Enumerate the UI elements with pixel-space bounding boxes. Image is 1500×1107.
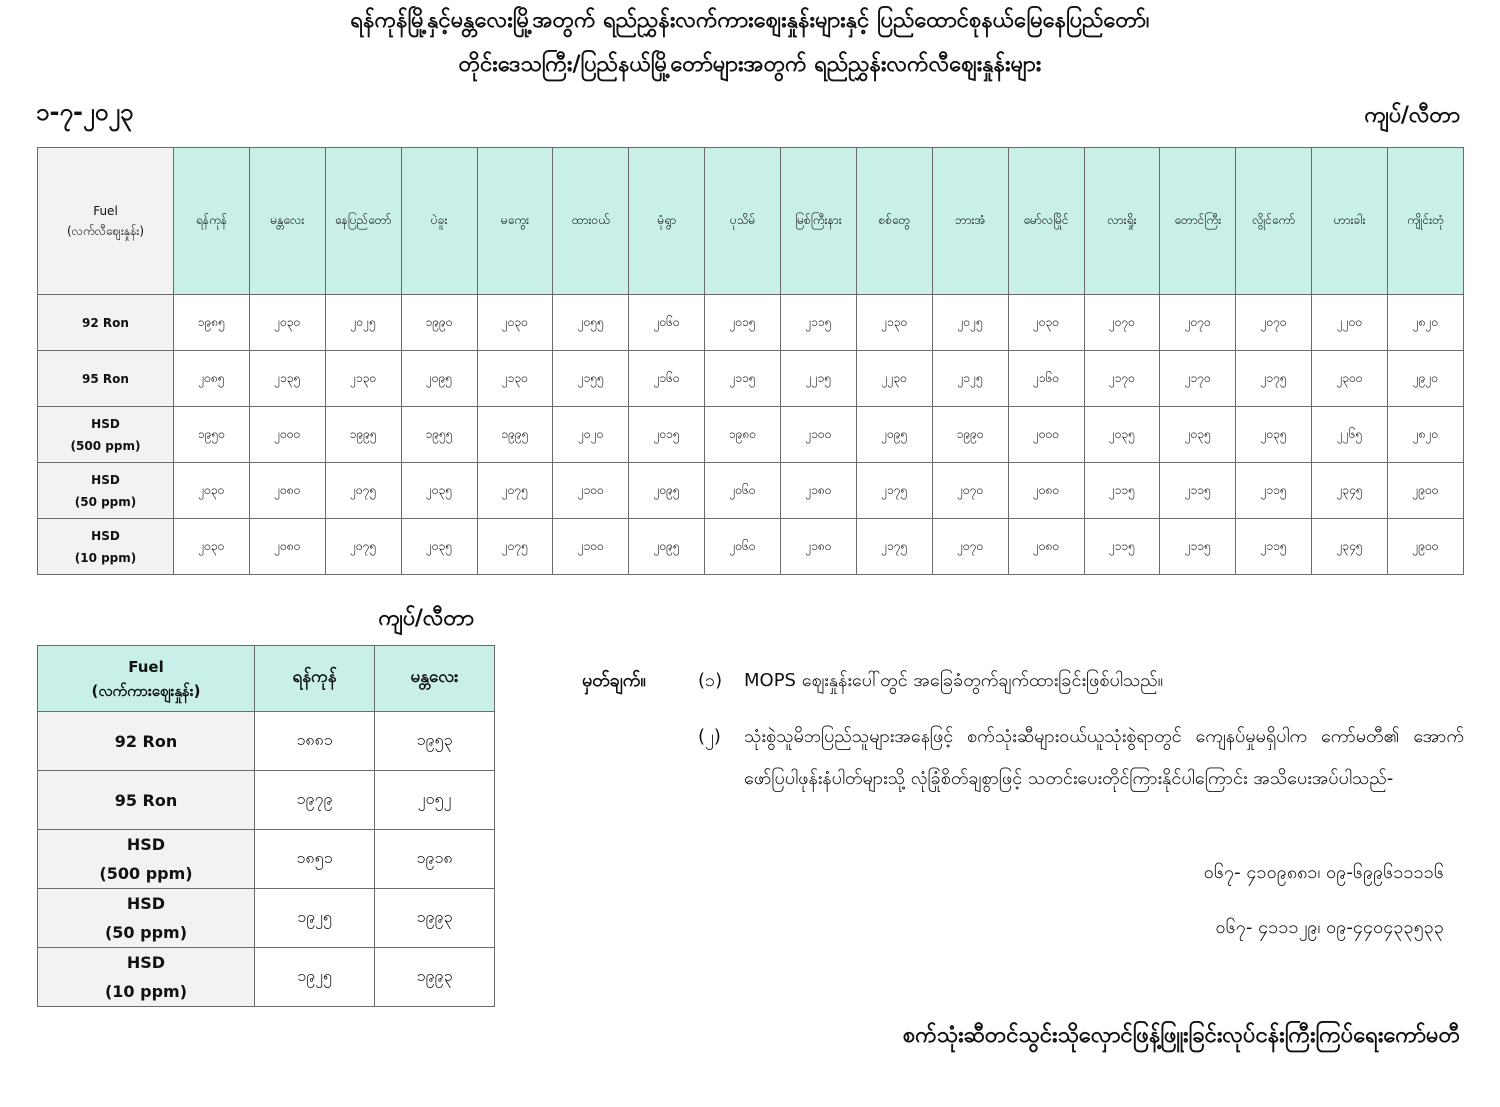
price-cell: ၂၁၁၅ xyxy=(1236,463,1312,519)
table-row xyxy=(38,948,495,1007)
price-cell: ၂၉၂၀ xyxy=(1388,351,1464,407)
price-cell: ၂၁၁၅ xyxy=(1236,519,1312,575)
table-row xyxy=(38,712,495,771)
price-cell: ၁၉၉၅ xyxy=(325,407,401,463)
table-row xyxy=(38,771,495,830)
fuel-header xyxy=(38,148,174,295)
price-cell: ၂၀၇၀ xyxy=(1236,295,1312,351)
fuel-type-name: HSD xyxy=(91,528,120,543)
price-cell: ၂၀၃၀ xyxy=(1008,295,1084,351)
unit-label-wholesale: ကျပ်/လီတာ xyxy=(378,606,474,631)
price-cell: ၂၁၁၅ xyxy=(705,351,781,407)
price-cell: ၂၁၃၅ xyxy=(249,351,325,407)
fuel-type-cell xyxy=(38,463,174,519)
note-2-number: (၂) xyxy=(698,726,721,747)
city-header: ကျိုင်းတုံ xyxy=(1388,148,1464,295)
fuel-type-cell xyxy=(38,830,255,889)
price-cell: ၂၂၆၅ xyxy=(1312,407,1388,463)
price-cell: ၂၀၂၅ xyxy=(325,295,401,351)
price-cell: ၂၀၃၅ xyxy=(1236,407,1312,463)
price-cell: ၂၀၁၅ xyxy=(629,407,705,463)
price-cell: ၂၁၂၅ xyxy=(932,351,1008,407)
price-cell: ၁၉၅၀ xyxy=(174,407,250,463)
price-cell: ၂၁၈၀ xyxy=(781,463,857,519)
table-row xyxy=(38,463,1464,519)
price-cell: ၂၀၆၀ xyxy=(705,463,781,519)
price-cell: ၁၈၅၁ xyxy=(255,830,375,889)
price-cell: ၂၁၈၀ xyxy=(781,519,857,575)
city-header: မော်လမြိုင် xyxy=(1008,148,1084,295)
city-header: မုံရွာ xyxy=(629,148,705,295)
table-row xyxy=(38,519,1464,575)
price-cell: ၂၃၄၅ xyxy=(1312,519,1388,575)
price-cell: ၂၀၈၀ xyxy=(249,519,325,575)
city-header: လားရှိုး xyxy=(1084,148,1160,295)
price-cell: ၂၀၅၅ xyxy=(553,295,629,351)
price-cell: ၂၁၁၅ xyxy=(1084,519,1160,575)
price-cell: ၂၀၇၀ xyxy=(1084,295,1160,351)
fuel-header-line1: Fuel xyxy=(93,204,118,218)
price-cell: ၁၉၉၅ xyxy=(477,407,553,463)
price-cell: ၂၁၁၅ xyxy=(1084,463,1160,519)
fuel-type-name: HSD xyxy=(91,416,120,431)
city-header: ရန်ကုန် xyxy=(174,148,250,295)
price-cell: ၂၀၆၀ xyxy=(629,295,705,351)
price-cell: ၁၉၉၃ xyxy=(375,948,495,1007)
price-cell: ၂၀၃၅ xyxy=(1160,407,1236,463)
price-cell: ၂၁၃၀ xyxy=(477,351,553,407)
city-header: ထားဝယ် xyxy=(553,148,629,295)
price-cell: ၂၀၇၀ xyxy=(1160,295,1236,351)
price-cell: ၁၉၈၀ xyxy=(705,407,781,463)
price-cell: ၁၉၁၈ xyxy=(375,830,495,889)
fuel-type-grade: (50 ppm) xyxy=(74,494,137,509)
wholesale-price-table xyxy=(37,645,495,1007)
price-cell: ၂၀၂၀ xyxy=(553,407,629,463)
price-cell: ၁၉၂၅ xyxy=(255,889,375,948)
city-header: နေပြည်တော် xyxy=(325,148,401,295)
city-header: တောင်ကြီး xyxy=(1160,148,1236,295)
price-cell: ၂၂၃၀ xyxy=(856,351,932,407)
price-cell: ၂၀၃၀ xyxy=(477,295,553,351)
fuel-type-name: 92 Ron xyxy=(114,731,178,751)
city-header: လွိုင်ကော် xyxy=(1236,148,1312,295)
fuel-header-line1: Fuel xyxy=(128,657,164,676)
note-1-number: (၁) xyxy=(698,670,723,691)
price-cell: ၂၁၇၅ xyxy=(1236,351,1312,407)
price-cell: ၂၀၇၅ xyxy=(325,519,401,575)
price-cell: ၂၀၇၅ xyxy=(477,519,553,575)
fuel-header xyxy=(38,646,255,712)
fuel-type-grade: (50 ppm) xyxy=(104,923,188,942)
fuel-type-name: 95 Ron xyxy=(82,371,129,386)
price-cell: ၂၁၁၅ xyxy=(1160,463,1236,519)
price-cell: ၂၀၀၀ xyxy=(1008,407,1084,463)
price-cell: ၂၁၇၅ xyxy=(856,463,932,519)
price-cell: ၂၀၃၀ xyxy=(174,463,250,519)
price-cell: ၂၀၉၅ xyxy=(856,407,932,463)
price-cell: ၁၉၇၉ xyxy=(255,771,375,830)
price-cell: ၂၀၃၀ xyxy=(249,295,325,351)
price-cell: ၂၉၀၀ xyxy=(1388,463,1464,519)
city-header: မန္တလေး xyxy=(375,646,495,712)
price-cell: ၂၀၆၀ xyxy=(705,519,781,575)
price-cell: ၂၂၁၅ xyxy=(781,351,857,407)
price-cell: ၂၀၇၀ xyxy=(932,519,1008,575)
price-cell: ၂၁၆၀ xyxy=(1008,351,1084,407)
fuel-type-grade: (500 ppm) xyxy=(99,864,193,883)
city-header: ဟားခါး xyxy=(1312,148,1388,295)
retail-header-row xyxy=(38,148,1464,295)
notes-label: မှတ်ချက်။ xyxy=(582,670,646,691)
price-cell: ၂၁၃၀ xyxy=(856,295,932,351)
note-2 xyxy=(698,716,1464,789)
price-cell: ၂၀၉၅ xyxy=(629,463,705,519)
note-2-text: သုံးစွဲသူမိဘပြည်သူများအနေဖြင့် စက်သုံးဆီများဝယ်ယူသုံးစွဲရာတွင် ကျေနပ်မှုမရှိပါက ကော်မတီ၏ အောက်ဖော်ပြပါဖုန်းနံပါတ်များသို့ လုံခြုံစိတ်ချစွာဖြင့် သတင်းပေးတိုင်ကြားနိုင်ပါကြောင်း အသိပေးအပ်ပါသည်- xyxy=(744,726,1464,789)
fuel-type-name: 92 Ron xyxy=(82,315,129,330)
price-cell: ၁၉၉၀ xyxy=(932,407,1008,463)
price-cell: ၂၀၈၅ xyxy=(174,351,250,407)
committee-name: စက်သုံးဆီတင်သွင်းသိုလှောင်ဖြန့်ဖြူးခြင်းလုပ်ငန်းကြီးကြပ်ရေးကော်မတီ xyxy=(902,1023,1460,1048)
price-cell: ၂၀၇၅ xyxy=(325,463,401,519)
price-cell: ၁၈၈၁ xyxy=(255,712,375,771)
price-cell: ၂၉၀၀ xyxy=(1388,519,1464,575)
price-cell: ၁၉၉၃ xyxy=(375,889,495,948)
city-header: မကွေး xyxy=(477,148,553,295)
page-title-line1: ရန်ကုန်မြို့နှင့်မန္တလေးမြို့အတွက် ရည်ညွှန်းလက်ကားဈေးနှုန်းများနှင့် ပြည်ထောင်စုနယ်မြေနေပြည်တော်၊ xyxy=(350,8,1150,33)
fuel-type-name: HSD xyxy=(126,894,166,913)
price-cell: ၁၉၅၅ xyxy=(401,407,477,463)
price-cell: ၂၀၂၅ xyxy=(932,295,1008,351)
fuel-type-cell xyxy=(38,771,255,830)
price-cell: ၂၀၇၀ xyxy=(932,463,1008,519)
price-cell: ၂၈၂၀ xyxy=(1388,295,1464,351)
price-cell: ၂၁၅၅ xyxy=(553,351,629,407)
fuel-type-grade: (500 ppm) xyxy=(70,438,141,453)
price-cell: ၂၁၀၀ xyxy=(781,407,857,463)
phone-line-2: ၀၆၇- ၄၁၁၁၂၉၊ ၀၉-၄၄၀၄၃၃၅၃၃ xyxy=(1215,917,1444,938)
fuel-type-cell xyxy=(38,519,174,575)
fuel-type-cell xyxy=(38,712,255,771)
price-cell: ၂၁၁၅ xyxy=(781,295,857,351)
table-row xyxy=(38,351,1464,407)
fuel-type-name: HSD xyxy=(91,472,120,487)
fuel-type-cell xyxy=(38,948,255,1007)
price-cell: ၂၀၃၀ xyxy=(174,519,250,575)
city-header: ပဲခူး xyxy=(401,148,477,295)
price-cell: ၁၉၂၅ xyxy=(255,948,375,1007)
fuel-type-grade: (10 ppm) xyxy=(104,982,188,1001)
fuel-header-line2: (လက်ကားဈေးနှုန်း) xyxy=(91,681,201,700)
price-cell: ၂၀၉၅ xyxy=(629,519,705,575)
price-cell: ၂၁၀၀ xyxy=(553,519,629,575)
table-row xyxy=(38,295,1464,351)
fuel-type-name: HSD xyxy=(126,953,166,972)
unit-label-retail: ကျပ်/လီတာ xyxy=(1364,103,1460,128)
price-cell: ၂၀၅၂ xyxy=(375,771,495,830)
price-cell: ၂၀၃၅ xyxy=(401,519,477,575)
date: ၁-၇-၂၀၂၃ xyxy=(36,98,134,126)
price-cell: ၂၀၁၅ xyxy=(705,295,781,351)
table-row xyxy=(38,830,495,889)
price-cell: ၁၉၈၅ xyxy=(174,295,250,351)
price-cell: ၂၁၁၅ xyxy=(1160,519,1236,575)
fuel-type-cell xyxy=(38,351,174,407)
city-header: မန္တလေး xyxy=(249,148,325,295)
price-cell: ၂၀၇၅ xyxy=(477,463,553,519)
city-header: ဘားအံ xyxy=(932,148,1008,295)
price-cell: ၂၁၇၅ xyxy=(856,519,932,575)
price-cell: ၂၂၀၀ xyxy=(1312,295,1388,351)
price-cell: ၂၁၆၀ xyxy=(629,351,705,407)
fuel-type-cell xyxy=(38,295,174,351)
price-cell: ၂၈၂၀ xyxy=(1388,407,1464,463)
fuel-type-cell xyxy=(38,889,255,948)
price-cell: ၁၉၉၀ xyxy=(401,295,477,351)
city-header: ပုသိမ် xyxy=(705,148,781,295)
wholesale-header-row xyxy=(38,646,495,712)
fuel-type-grade: (10 ppm) xyxy=(74,550,137,565)
price-cell: ၁၉၅၃ xyxy=(375,712,495,771)
price-cell: ၂၀၈၀ xyxy=(1008,463,1084,519)
fuel-type-name: HSD xyxy=(126,835,166,854)
price-cell: ၂၁၇၀ xyxy=(1160,351,1236,407)
price-cell: ၂၀၈၀ xyxy=(1008,519,1084,575)
price-cell: ၂၀၉၅ xyxy=(401,351,477,407)
page-title-line2: တိုင်းဒေသကြီး/ပြည်နယ်မြို့တော်များအတွက် ရည်ညွှန်းလက်လီဈေးနှုန်းများ xyxy=(458,52,1042,77)
table-row xyxy=(38,889,495,948)
price-cell: ၂၁၇၀ xyxy=(1084,351,1160,407)
city-header: မြစ်ကြီးနား xyxy=(781,148,857,295)
price-cell: ၂၃၀၀ xyxy=(1312,351,1388,407)
fuel-type-cell xyxy=(38,407,174,463)
note-1 xyxy=(698,668,1163,695)
price-cell: ၂၀၃၅ xyxy=(401,463,477,519)
fuel-type-name: 95 Ron xyxy=(114,790,178,810)
city-header: ရန်ကုန် xyxy=(255,646,375,712)
note-1-text: MOPS ဈေးနှုန်းပေါ်တွင် အခြေခံတွက်ချက်ထားခြင်းဖြစ်ပါသည်။ xyxy=(744,670,1164,691)
fuel-header-line2: (လက်လီဈေးနှုန်း) xyxy=(66,224,145,238)
price-cell: ၂၃၄၅ xyxy=(1312,463,1388,519)
phone-line-1: ၀၆၇- ၄၁၀၉၈၈၁၊ ၀၉-၆၉၉၆၁၁၁၁၆ xyxy=(1203,862,1444,883)
price-cell: ၂၀၀၀ xyxy=(249,407,325,463)
price-cell: ၂၀၃၅ xyxy=(1084,407,1160,463)
price-cell: ၂၁၀၀ xyxy=(553,463,629,519)
price-cell: ၂၁၃၀ xyxy=(325,351,401,407)
price-cell: ၂၀၈၀ xyxy=(249,463,325,519)
city-header: စစ်တွေ xyxy=(856,148,932,295)
retail-price-table xyxy=(37,147,1464,575)
table-row xyxy=(38,407,1464,463)
